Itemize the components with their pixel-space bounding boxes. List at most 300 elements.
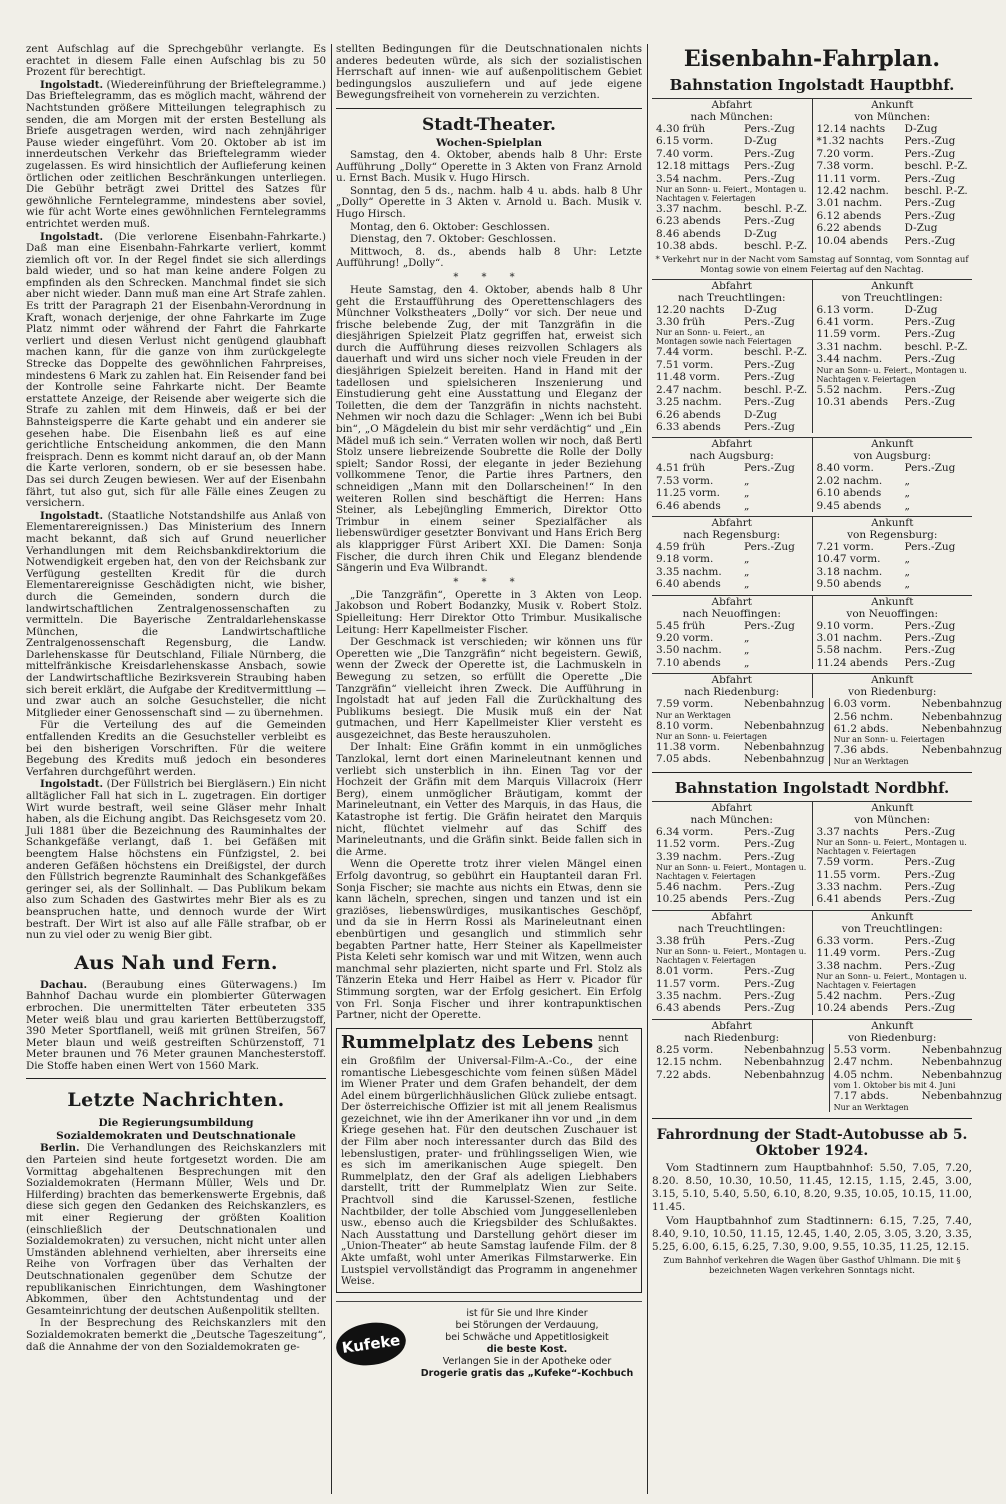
timetable-row [817, 893, 969, 905]
train-time: 9.10 vorm. [816, 619, 874, 632]
train-type: D-Zug [744, 408, 777, 421]
train-type: Pers.-Zug [904, 135, 956, 148]
kufeke-logo: Kufeke [333, 1318, 408, 1369]
timetable-destinations [652, 529, 972, 541]
train-type: Pers.-Zug [744, 358, 795, 371]
advert-line: ist für Sie und Ihre Kinder [466, 1307, 588, 1319]
train-type: „ [904, 474, 910, 487]
article-continuation: zent Aufschlag auf die Sprechgebühr verlangte. Es erachtet in diesem Falle einen Aufschlag bis zu 50 Prozent für berechtigt. [26, 43, 326, 79]
train-type: Pers.-Zug [904, 383, 956, 396]
timetable-row [656, 240, 808, 252]
timetable-block [652, 595, 972, 670]
advert-text [412, 1308, 642, 1380]
timetable-block [652, 1019, 1003, 1112]
train-type: „ [904, 565, 910, 578]
train-type: Nebenbahnzug [921, 1043, 1003, 1056]
departures-list [652, 123, 812, 253]
train-time: 5.45 früh [656, 619, 706, 632]
timetable-block [652, 437, 972, 512]
train-time: 7.44 vorm. [656, 346, 714, 359]
timetable-row [656, 228, 808, 240]
train-type: Pers.-Zug [904, 1002, 956, 1015]
train-type: Pers.-Zug [904, 234, 956, 247]
train-time: 11.38 vorm. [656, 741, 720, 753]
train-time: 11.48 vorm. [656, 371, 720, 384]
bus-timetable-title: Fahrordnung der Stadt-Autobusse ab 5. Oktober 1924. [656, 1126, 968, 1159]
divider [26, 1078, 326, 1079]
train-time: 6.12 abends [816, 209, 882, 222]
timetable-block [652, 98, 972, 275]
timetable-columns [652, 541, 972, 591]
train-time: 11.57 vorm. [656, 977, 720, 990]
train-time: 11.55 vorm. [816, 868, 881, 881]
timetable-row [656, 1056, 825, 1068]
train-time: 5.52 nachm. [816, 383, 883, 396]
timetable-destinations [652, 814, 972, 826]
train-type: Pers.-Zug [904, 172, 956, 185]
train-type: „ [744, 656, 750, 669]
timetable-row [817, 173, 969, 185]
timetable-note: Nur an Werktagen [656, 710, 731, 720]
train-type: Pers.-Zug [744, 123, 795, 135]
timetable-row [834, 711, 1003, 723]
timetable-row [656, 304, 808, 316]
train-type: Nebenbahnzug [744, 741, 825, 753]
train-time: 9.50 abends [816, 578, 882, 591]
timetable-row [656, 421, 808, 433]
timetable-row [656, 215, 808, 227]
destination-from: von Neuoffingen: [846, 607, 939, 620]
schedule-entry: Samstag, den 4. Oktober, abends halb 8 Uhr: Erste Aufführung „Dolly“ Operette in 3 Akten von Franz Arnold u. Ernst Bach. Musik v. Hugo Hirsch. [336, 148, 642, 185]
train-time: 7.59 vorm. [656, 698, 714, 711]
train-type: Pers.-Zug [744, 838, 795, 851]
train-time: 4.05 nchm. [833, 1068, 894, 1081]
timetable-row [656, 371, 808, 383]
news-article [26, 1143, 326, 1317]
train-type: Pers.-Zug [904, 540, 956, 553]
train-type: Pers.-Zug [904, 947, 956, 960]
timetable-row [817, 869, 969, 881]
train-type: Pers.-Zug [744, 965, 795, 978]
timetable-row [656, 396, 808, 408]
timetable-row [817, 185, 969, 197]
train-type: Pers.-Zug [744, 977, 795, 990]
article-dateline: Ingolstadt. [40, 778, 104, 791]
train-time: 11.49 vorm. [816, 947, 881, 960]
timetable-row [656, 359, 808, 371]
destination-from: von Treuchtlingen: [841, 291, 943, 304]
train-time: 11.25 vorm. [656, 487, 720, 500]
timetable-row [656, 462, 808, 474]
timetable-row [656, 316, 808, 328]
train-time: 7.05 abds. [656, 753, 712, 766]
train-type: Pers.-Zug [904, 934, 956, 947]
departure-label: Abfahrt [711, 801, 752, 814]
schedule-entry: Sonntag, den 5 ds., nachm. halb 4 u. abds. halb 8 Uhr „Dolly“ Operette in 3 Akten v. Arnold u. Bach. Musik v. Hugo Hirsch. [336, 184, 642, 220]
timetable-row [656, 123, 808, 135]
timetable-header [652, 438, 972, 450]
arrival-label: Ankunft [871, 516, 914, 529]
arrival-label: Ankunft [871, 910, 914, 923]
timetable-row [656, 566, 808, 578]
departures-list [652, 935, 812, 1015]
train-time: 6.23 abends [656, 215, 721, 228]
timetable-row [817, 396, 969, 408]
timetable-row [656, 1069, 825, 1081]
timetable-header [652, 911, 972, 923]
departures-list [652, 462, 812, 512]
train-type: beschl. P.-Z. [744, 203, 808, 216]
timetable-row [817, 620, 969, 632]
review-text: Wenn die Operette trotz ihrer vielen Mängel einen Erfolg davontrug, so gebührt ein Hauptanteil daran Frl. Sonja Fischer; sie machte aus nichts ein Etwas, denn sie kann lächeln, sprechen, singen und tanzen und ist ein graziöses, liebenswürdiges, musikantisches Geschöpf, und da sie in Herrn Rossi als Marineleutnant einen ebenbürtigen und gesanglich und stimmlich sehr begabten Partner hatte, Herr Steiner als Kapellmeister Pista Keleti sehr komisch war und mit Witzen, wenn auch manchmal sehr plazierten, nicht sparte und Frl. Stolz als Tänzerin Eteka und Herr Haibel as Herr v. Picador für Stimmung sorgten, war der Erfolg gesichert. Ein Erfolg von Frl. Sonja Fischer und ihrer kontrapunktischen Partner, nicht der Operette. [336, 858, 642, 1022]
train-time: 3.44 nachm. [816, 353, 883, 366]
news-subtitle: Sozialdemokraten und Deutschnationale [56, 1130, 296, 1143]
arrival-label: Ankunft [871, 438, 914, 451]
train-time: 3.37 nachts [816, 825, 879, 838]
train-time: 7.17 abds. [833, 1090, 889, 1103]
timetable-note: Nur an Sonn- u. Feiert., Montagen u. Nachtagen v. Feiertagen [656, 947, 807, 966]
train-time: 6.41 abends [816, 893, 882, 906]
column-left [26, 44, 326, 1494]
train-type: „ [744, 474, 750, 487]
departures-list [652, 826, 812, 906]
timetable-row [817, 148, 969, 160]
train-type: Nebenbahnzug [744, 698, 825, 711]
train-time: 10.25 abends [656, 893, 728, 906]
bus-line: Vom Stadtinnern zum Hauptbahnhof: 5.50, 7.05, 7.20, 8.20. 8.50, 10.30, 10.50, 11.45, 12.15, 1.15, 2.45, 3.00, 3.15, 5.10, 5.40, 5.50, 6.10, 8.20, 9.35, 10.05, 10.15, 11.00, 11.45. [652, 1161, 972, 1213]
timetable-row [656, 741, 825, 753]
timetable-row [656, 203, 808, 215]
bus-line: Vom Hauptbahnhof zum Stadtinnern: 6.15, 7.25, 7.40, 8.40, 9.10, 10.50, 11.15, 12.45, 1.40, 2.05, 3.05, 3.20, 3.35, 5.25, 6.00, 6.15, 6.25, 7.30, 9.00, 9.55, 10.35, 11.25, 12.15. [652, 1214, 972, 1253]
train-time: 7.53 vorm. [656, 474, 714, 487]
train-type: Pers.-Zug [904, 328, 956, 341]
schedule-entry: Dienstag, den 7. Oktober: Geschlossen. [350, 233, 557, 246]
timetable-row [834, 698, 1003, 710]
local-article [26, 720, 326, 778]
train-time: 6.34 vorm. [656, 825, 714, 838]
train-time: 3.37 nachm. [656, 203, 722, 216]
timetable-row [656, 632, 808, 644]
timetable-row [817, 578, 969, 590]
timetable-row [656, 698, 825, 710]
timetable-row [817, 947, 969, 959]
train-time: *1.32 nachts [816, 135, 884, 148]
schedule-entry: Montag, den 6. Oktober: Geschlossen. [350, 220, 550, 233]
advert-line: bei Störungen der Verdauung, [455, 1319, 599, 1331]
train-type: Pers.-Zug [904, 656, 956, 669]
timetable-header [652, 596, 972, 608]
destination-to: nach Treuchtlingen: [677, 291, 786, 304]
destination-to: nach München: [690, 813, 773, 826]
timetable-row [817, 160, 969, 172]
train-type: Pers.-Zug [904, 856, 956, 869]
news-subtitle: Die Regierungsumbildung [98, 1117, 254, 1130]
train-type: Pers.-Zug [904, 209, 956, 222]
divider [652, 772, 972, 773]
news-article-continued: In der Besprechung des Reichskanzlers mit den Sozialdemokraten bemerkt die „Deutsche Tageszeitung“, daß die Annahme der von den Sozialdemokraten ge- [26, 1317, 326, 1353]
train-time: 7.10 abends [656, 656, 721, 669]
train-type: Nebenbahnzug [921, 1056, 1003, 1069]
train-time: 3.01 nachm. [816, 197, 883, 210]
timetable-row [656, 578, 808, 590]
train-time: 7.20 vorm. [816, 147, 874, 160]
destination-to: nach Augsburg: [689, 450, 774, 463]
train-type: Pers.-Zug [904, 893, 956, 906]
departures-list [652, 620, 812, 670]
train-time: 6.22 abends [816, 222, 882, 235]
article-body: Die Verhandlungen des Reichskanzlers mit den Parteien sind heute fortgesetzt worden. Die am Vormittag abgehaltenen Besprechungen mit den Sozialdemokraten (Hermann Müller, Wels und Dr. Hilferding) brachten das bemerkenswerte Ergebnis, daß diese sich gegen den Gedanken des Reichskanzlers, es mit einer Regierung der größten Koalition (einschließlich der Deutschnationalen und Sozialdemokraten) zu versuchen, nicht nicht unter allen Umständen ablehnend verhielten, aber ihrerseits eine Reihe von Vorfragen über das Verhalten der Deutschnationalen gegenüber dem Schutze der republikanischen Einrichtungen, dem Washingtoner Abkommen, über den Achtstundentag und der Gesamteinrichtung der deutschen Außenpolitik stellten. [26, 1142, 326, 1317]
train-time: 3.54 nachm. [656, 172, 722, 185]
destination-to: nach München: [690, 111, 773, 123]
arrivals-list [813, 462, 973, 512]
train-type: beschl. P.-Z. [904, 185, 968, 198]
timetable-title: Eisenbahn-Fahrplan. [683, 46, 941, 72]
train-type: Nebenbahnzug [921, 1068, 1003, 1081]
departures-list [652, 698, 829, 766]
train-type: Pers.-Zug [744, 147, 795, 160]
article-dateline: Ingolstadt. [40, 78, 104, 91]
train-time: 3.39 nachm. [656, 850, 722, 863]
timetable-row [817, 304, 969, 316]
train-type: „ [904, 553, 910, 566]
train-time: 3.18 nachm. [816, 565, 883, 578]
timetable-header [652, 674, 972, 686]
timetable-row [656, 644, 808, 656]
train-type: Pers.-Zug [744, 850, 795, 863]
article-body: (Die verlorene Eisenbahn-Fahrkarte.) Daß man eine Eisenbahn-Fahrkarte verliert, kommt ziemlich oft vor. In der Regel findet sie sich allerdings bald wieder, und so hat man keine andere Folgen zu empfinden als den Schrecken. Manchmal findet sie sich aber nicht wieder. Dann muß man eine Art Strafe zahlen. Es tritt der Paragraph 21 der Eisenbahn-Verordnung in Kraft, wonach derjenige, der ohne Fahrkarte im Zuge Platz nimmt oder während der Fahrt die Fahrkarte verliert und diesen Verlust nicht genügend glaubhaft machen kann, für die ganze von ihm zurückgelegte Strecke das Doppelte des gewöhnlichen Fahrpreises, mindestens 6 Mark zu zahlen hat. Ein Reisender fand bei der Kontrolle seine Fahrkarte nicht. Der Beamte erstattete Anzeige, der Reisende aber weigerte sich die Strafe zu zahlen mit dem Hinweis, daß er bei der Bahnsteigsperre die Karte gehabt und ein anderer sie gesehen habe. Die Eisenbahn ließ es auf eine gerichtliche Entscheidung ankommen, die den Mann freisprach. Denn es kommt nicht darauf an, ob der Mann die Karte verloren, sondern, ob er sie besessen habe. Das sei durch Zeugen bewiesen. Wer auf der Eisenbahn fährt, tut also gut, sich für alle Fälle eines Zeugen zu versichern. [26, 230, 326, 510]
column-rule [331, 44, 332, 1494]
timetable-header [652, 1020, 972, 1032]
timetable-row [817, 316, 969, 328]
timetable-row [817, 632, 969, 644]
timetable-row [656, 935, 808, 947]
train-type: beschl. P.-Z. [904, 340, 968, 353]
timetable-block [652, 801, 972, 906]
arrival-label: Ankunft [871, 1019, 914, 1032]
timetable-note: Nur an Werktagen [833, 1102, 909, 1112]
timetable-row [656, 851, 808, 863]
train-type: Pers.-Zug [904, 644, 956, 657]
train-type: Nebenbahnzug [744, 719, 825, 732]
train-time: 7.38 vorm. [816, 160, 874, 173]
local-article [26, 511, 326, 720]
train-type: Pers.-Zug [904, 959, 956, 972]
timetable-columns [652, 304, 972, 434]
train-type: Pers.-Zug [904, 868, 956, 881]
timetable-row [656, 620, 808, 632]
review-credits: „Die Tanzgräfin“, Operette in 3 Akten von Leop. Jakobson und Robert Bodanzky, Musik v. Robert Stolz. Spielleitung: Herr Direktor Otto Trimbur. Musikalische Leitung: Herr Kapellmeister Fischer. [336, 588, 642, 636]
article-continuation: stellten Bedingungen für die Deutschnationalen nichts anderes bedeuten würde, als sich der sozialistischen Herrschaft auf innen- wie auf außenpolitischem Gebiet bedingungslos auszuliefern und auf jede eigene Bewegungsfreiheit von vorneherein zu verzichten. [336, 43, 642, 102]
timetable-row [656, 541, 808, 553]
timetable-columns [652, 462, 972, 512]
timetable-row [817, 210, 969, 222]
train-type: Pers.-Zug [744, 881, 795, 894]
station-title: Bahnstation Ingolstadt Hauptbhf. [669, 76, 955, 94]
timetable-row [817, 487, 969, 499]
timetable-row [834, 1044, 1003, 1056]
local-article [26, 232, 326, 510]
timetable-note: Nur an Sonn- u. Feiertagen [656, 732, 768, 741]
train-time: 6.33 abends [656, 420, 721, 433]
timetable-row [656, 838, 808, 850]
train-type: Nebenbahnzug [744, 753, 825, 766]
train-type: Pers.-Zug [744, 1002, 795, 1015]
timetable-row [656, 500, 808, 512]
train-type: Nebenbahnzug [921, 723, 1003, 735]
train-time: 7.51 vorm. [656, 358, 714, 371]
train-type: „ [744, 631, 750, 644]
timetable-note: Nur an Werktagen [833, 756, 909, 766]
timetable-block [652, 910, 972, 1015]
train-type: „ [904, 487, 910, 500]
train-time: 5.46 nachm. [656, 881, 722, 894]
arrivals-list [813, 826, 973, 906]
article-dateline: Berlin. [40, 1142, 80, 1155]
timetable-footnote: * Verkehrt nur in der Nacht vom Samstag auf Sonntag, vom Sonntag auf Montag sowie von einem Feiertag auf den Nachtag. [655, 254, 969, 275]
departures-list [652, 304, 812, 434]
article-body: Für die Verteilung des auf die Gemeinden entfallenden Kredits an die Gesuchsteller verbleibt es bei den bisherigen Vorschriften. Für die weitere Begebung des Kredits muß jedoch ein besonderes Verfahren durchgeführt werden. [26, 719, 326, 778]
train-type: beschl. P.-Z. [904, 160, 968, 173]
arrivals-list [830, 1044, 1006, 1112]
timetable-note: Nur an Sonn- u. Feiert., Montagen u. Nachtagen v. Feiertagen [656, 863, 807, 882]
arrival-label: Ankunft [871, 801, 914, 814]
train-time: 11.52 vorm. [656, 838, 720, 851]
train-time: 6.13 vorm. [816, 303, 874, 316]
train-type: D-Zug [744, 227, 777, 240]
arrival-label: Ankunft [871, 674, 914, 687]
news-title: Letzte Nachrichten. [67, 1089, 285, 1112]
train-type: Pers.-Zug [904, 147, 956, 160]
train-time: 3.30 früh [656, 316, 706, 329]
local-article [26, 80, 326, 231]
arrival-label: Ankunft [871, 279, 914, 292]
train-type: „ [744, 565, 750, 578]
train-type: Pers.-Zug [744, 160, 795, 173]
train-type: Pers.-Zug [744, 619, 795, 632]
timetable-row [656, 1002, 808, 1014]
arrivals-list [813, 123, 973, 253]
timetable-columns [652, 123, 972, 253]
train-time: 12.14 nachts [816, 123, 886, 135]
arrival-label: Ankunft [871, 595, 914, 608]
timetable-row [817, 657, 969, 669]
train-time: 61.2 abds. [833, 723, 889, 735]
timetable-note: Nur an Sonn- u. Feiertagen [833, 735, 945, 745]
train-type: Pers.-Zug [904, 631, 956, 644]
timetable-row [817, 990, 969, 1002]
train-time: 10.38 abds. [656, 240, 718, 253]
train-time: 3.25 nachm. [656, 396, 722, 409]
article-dateline: Ingolstadt. [40, 230, 104, 243]
timetable-row [817, 541, 969, 553]
train-type: Pers.-Zug [904, 396, 956, 409]
train-type: Pers.-Zug [904, 990, 956, 1003]
train-time: 4.30 früh [656, 123, 706, 135]
column-right [652, 44, 1003, 1494]
departure-label: Abfahrt [711, 910, 752, 923]
timetable-row [817, 553, 969, 565]
train-time: 7.40 vorm. [656, 147, 714, 160]
train-type: Pers.-Zug [744, 371, 795, 384]
train-type: D-Zug [744, 303, 777, 316]
article-body: (Beraubung eines Güterwagens.) Im Bahnhof Dachau wurde ein plombierter Güterwagen erbrochen. Die unermittelten Täter erbeuteten 335 Meter weiß blau und grau karierten Bettüberzugstoff, 390 Meter Sportflanell, weiß mit grünen Streifen, 567 Meter blaun und weiß gestreiften Schürzenstoff, 71 Meter braunen und 76 Meter graunen Manchesterstoff. Die Stoffe haben einen Wert von 1560 Mark. [26, 978, 326, 1072]
train-type: Pers.-Zug [904, 197, 956, 210]
column-middle [336, 44, 642, 1494]
timetable-row [817, 135, 969, 147]
timetable-row [656, 978, 808, 990]
review-text: Heute Samstag, den 4. Oktober, abends halb 8 Uhr geht die Erstaufführung des Operettenschlagers des Münchner Volkstheaters „Dolly“ vor sich. Der neue und frische belebende Zug, der mit Tanzgräfin in die diesjährigen Spielzeit Platz gegriffen hat, erweist sich durch die Aufführung dieses reizvollen Schlagers als dauerhaft und wird uns sicher noch viele Freuden in der diesjährigen Spielzeit bereiten. Hand in Hand mit der tadellosen und spielsicheren Inszenierung und Einstudierung geht eine Ausstattung und Eleganz der Toiletten, die dem der Tanzgräfin in nichts nachsteht. Nehmen wir noch dazu die Schlager: „Wenn ich bei Bubi bin“, „O Mägdelein du bist mir sehr verdächtig“ und „Ein Mädel muß ich sein.“ Verraten wollen wir noch, daß Bertl Stolz unsere liebreizende Soubrette die Rolle der Dolly spielt; Sandor Rossi, der elegante in jeder Beziehung vollkommene Tenor, die Partie ihres Partners, den schneidigen „Mann mit den Dollarscheinen!“ In den weiteren Rollen sind beschäftigt die Herren: Hans Steiner, als Lebejüngling Emmerich, Direktor Otto Trimbur in einem seiner Spezialfächer als liebenswürdiger gesetzter Bonvivant und Hans Erich Berg als klapprigger Fürst Aribert XXI. Die Damen: Sonja Fischer, die durch ihren Chik und Eleganz blendende Sängerin und Eva Wilbrandt. [336, 283, 642, 575]
train-time: 8.46 abends [656, 227, 721, 240]
timetable-row [656, 1044, 825, 1056]
arrivals-list [813, 620, 973, 670]
separator-stars: * * * [453, 271, 525, 283]
train-time: 11.59 vorm. [816, 328, 881, 341]
train-time: 9.18 vorm. [656, 553, 714, 566]
article-dateline: Dachau. [40, 978, 88, 991]
train-type: „ [904, 499, 910, 512]
train-time: 6.41 vorm. [816, 316, 874, 329]
train-time: 6.15 vorm. [656, 135, 714, 148]
timetable-row [817, 881, 969, 893]
timetable-row [817, 462, 969, 474]
train-time: 6.03 vorm. [833, 698, 891, 711]
timetable-row [834, 1069, 1003, 1081]
timetable-row [817, 384, 969, 396]
train-type: Nebenbahnzug [744, 1043, 825, 1056]
timetable-row [656, 148, 808, 160]
timetable-row [817, 644, 969, 656]
timetable-row [817, 328, 969, 340]
article-body: (Der Füllstrich bei Biergläsern.) Ein nicht alltäglicher Fall hat sich in L. zugetragen. Ein dortiger Wirt wurde bestraft, weil seine Gläser mehr Inhalt haben, als die Eichung angibt. Das Reichsgesetz vom 20. Juli 1881 über die Bezeichnung des Rauminhaltes der Schankgefäße verlangt, daß 1. bei Gefäßen mit beengtem Halse höchstens ein Fünfzigstel, 2. bei anderen Gefäßen höchstens ein Dreißigstel, der durch den Füllstrich begrenzte Rauminhalt des Schankgefäßes geringer sei, als der Sollinhalt. — Das Publikum bekam also zum Schaden des Gastwirtes mehr Bier als es zu beanspruchen hatte, und dennoch wurde der Wirt bestraft. Der Wirt ist also auf alle Fälle strafbar, ob er nun zu viel oder zu wenig Bier gibt. [26, 778, 326, 942]
train-time: 6.46 abends [656, 499, 721, 512]
advert-line: Drogerie gratis das „Kufeke“-Kochbuch [420, 1367, 634, 1379]
train-time: 5.58 nachm. [816, 644, 883, 657]
train-type: Nebenbahnzug [921, 710, 1003, 723]
train-type: Pers.-Zug [904, 881, 956, 894]
train-time: 4.51 früh [656, 462, 706, 475]
timetable-row [817, 935, 969, 947]
train-type: Pers.-Zug [744, 316, 795, 329]
timetable-columns [652, 1043, 1003, 1112]
theater-title: Stadt-Theater. [422, 114, 556, 135]
arrivals-list [813, 935, 973, 1015]
timetable-destinations [652, 292, 972, 304]
departure-label: Abfahrt [711, 516, 752, 529]
train-type: beschl. P.-Z. [744, 346, 808, 359]
article-dachau [26, 980, 326, 1073]
timetable-row [656, 893, 808, 905]
destination-from: von Treuchtlingen: [841, 922, 943, 935]
arrival-label: Ankunft [871, 99, 914, 111]
film-title: Rummelplatz des Lebens [341, 1031, 594, 1053]
train-time: 6.33 vorm. [816, 934, 874, 947]
train-type: D-Zug [744, 135, 777, 148]
train-time: 3.31 nachm. [816, 340, 883, 353]
advert-line: bei Schwäche und Appetitlosigkeit [445, 1331, 609, 1343]
timetable-columns [652, 935, 972, 1015]
train-time: 5.42 nachm. [816, 990, 883, 1003]
train-type: Nebenbahnzug [921, 698, 1003, 711]
schedule-entry: Mittwoch, 8. ds., abends halb 8 Uhr: Letzte Aufführung! „Dolly“. [336, 245, 642, 270]
theater-subtitle: Wochen-Spielplan [436, 136, 542, 149]
timetable-row [656, 487, 808, 499]
timetable-note: Nur an Sonn- u. Feiert., Montagen u. Nachtagen v. Feiertagen [656, 185, 807, 204]
train-time: 9.20 vorm. [656, 631, 714, 644]
train-time: 10.24 abends [816, 1002, 888, 1015]
timetable-columns [652, 620, 972, 670]
departure-label: Abfahrt [711, 595, 752, 608]
timetable-destinations [652, 608, 972, 620]
